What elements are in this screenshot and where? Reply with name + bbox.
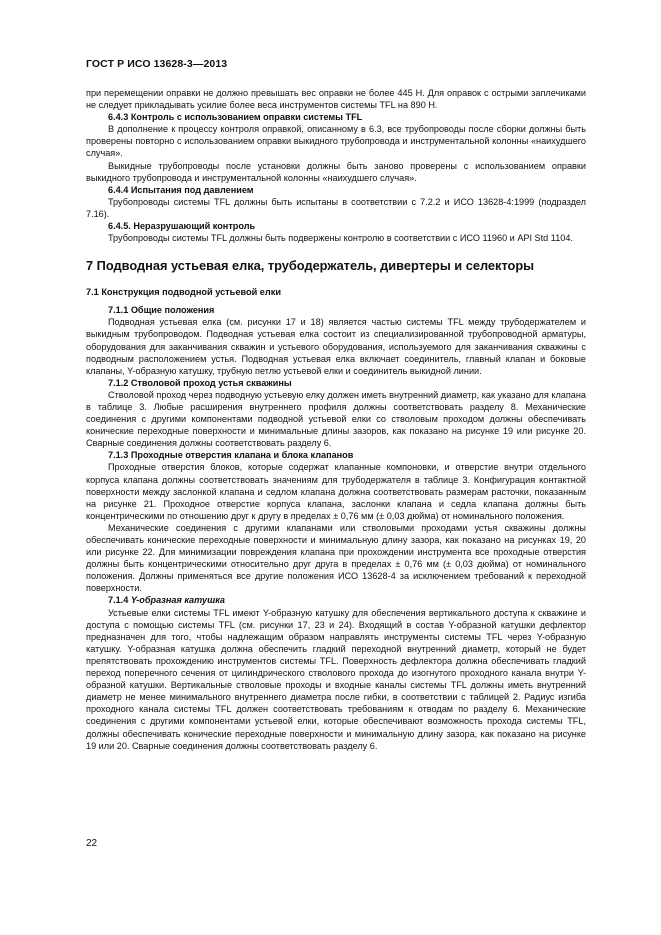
heading-6-4-5: 6.4.5. Неразрушающий контроль xyxy=(108,221,256,232)
page-number: 22 xyxy=(86,838,98,849)
document-page xyxy=(86,58,586,752)
paragraph-7-1-4: Устьевые елки системы TFL имеют Y-образную катушку для обеспечения вертикального доступа к скважине и доступа с помощью системы TFL (см. рисунки 17, 23 и 24). Входящий в состав Y-образной катушки дефлектор предназначен для того, чтобы надлежащим образом направлять инструменты системы TFL через Y-образную катушку. Y-образная катушка должна обеспечить гладкий переходной внутренний диаметр, который не будет препятствовать прохождению инструментов системы TFL. Поверхность дефлектора должна обеспечивать гладкий переход поперечного сечения от цилиндрического стволового прохода до изогнутого проходного канала внутри Y-образной катушки. Вертикальные стволовые проходы и входные каналы системы TFL должны иметь внутренний диаметр не менее минимального внутреннего диаметра после гибки, в соответствии с таблицей 2. Радиус изгиба проходного канала системы TFL должен соответствовать требованиям к отводам по разделу 6. Механические соединения с другими компонентами устьевой елки, которые обеспечивают возможность прохода системы TFL, должны обеспечивать конические переходные поверхности и минимальную длину зазора, как показано на рисунке 19 или 20. Сварные соединения должны соответствовать разделу 6. xyxy=(86,607,586,751)
paragraph-6-4-4: Трубопроводы системы TFL должны быть испытаны в соответствии с 7.2.2 и ИСО 13628-4:1999 (подраздел 7.16). xyxy=(86,196,586,219)
paragraph-7-1-3-b: Механические соединения с другими клапанами или стволовыми проходами устья скважины должны обеспечивать конические переходные поверхности и минимальную длину зазора, как показано на рисунках 19, 20 или рисунке 22. Для минимизации повреждения клапана при прохождении инструмента все проходные отверстия должны быть концентрическими относительно друг друга в пределах ± 0,76 мм (± 0,03 дюйма) от номинального положения. Должны применяться все другие положения ИСО 13628-4 за исключением требований к переходной поверхности. xyxy=(86,522,586,594)
heading-7-1: 7.1 Конструкция подводной устьевой елки xyxy=(86,287,281,298)
paragraph-6-4-5: Трубопроводы системы TFL должны быть подвержены контролю в соответствии с ИСО 11960 и API Std 1104. xyxy=(108,233,573,244)
heading-7-1-2: 7.1.2 Стволовой проход устья скважины xyxy=(108,377,292,388)
paragraph-7-1-3-a: Проходные отверстия блоков, которые содержат клапанные компоновки, и отверстие внутри отдельного корпуса клапана должны соответствовать значениям для трубодержателя в таблице 3. Конфигурация контактной поверхности между заслонкой клапана и седлом клапана должна соответствовать размерам расточки, показанным на рисунке 21. Проходное отверстие корпуса клапана, заслонки клапана и седла клапана должны быть концентрическими по отношению друг к другу в пределах ± 0,76 мм (± 0,03 дюйма) от номинального положения. xyxy=(86,462,586,521)
paragraph-6-4-3-b: Выкидные трубопроводы после установки должны быть заново проверены с использованием оправки выкидного трубопровода и инструментальной колонны «наихудшего случая». xyxy=(86,160,586,183)
heading-6-4-4: 6.4.4 Испытания под давлением xyxy=(108,184,254,195)
paragraph-7-1-2: Стволовой проход через подводную устьевую елку должен иметь внутренний диаметр, как указано для клапана в таблице 3. Любые расширения внутреннего профиля должны соответствовать разделу 8. Механические соединения с другими компонентами подводной устьевой елки со стволовым проходом должны обеспечивать конические переходные поверхности и минимальные длины зазоров, как показано на рисунке 19 или рисунке 20. Сварные соединения должны соответствовать разделу 6. xyxy=(86,389,586,449)
heading-7-1-3: 7.1.3 Проходные отверстия клапана и блока клапанов xyxy=(108,450,354,461)
paragraph-continued: при перемещении оправки не должно превышать вес оправки не более 445 Н. Для оправок с острыми заплечиками не следует прикладывать усилие более веса инструментов системы TFL на 890 Н. xyxy=(86,88,586,111)
heading-6-4-3: 6.4.3 Контроль с использованием оправки системы TFL xyxy=(108,112,363,123)
paragraph-6-4-3-a: В дополнение к процессу контроля оправкой, описанному в 6.3, все трубопроводы после сборки должны быть проверены повторно с использованием оправки выкидного трубопровода и инструментальной колонны «наихудшего случая». xyxy=(86,124,586,159)
document-header: ГОСТ Р ИСО 13628-3—2013 xyxy=(86,58,228,70)
paragraph-7-1-1: Подводная устьевая елка (см. рисунки 17 и 18) является частью системы TFL между трубодержателем и выкидным трубопроводом. Подводная устьевая елка состоит из специализированной трубопроводной арматуры, оборудования для заканчивания скважин и устьевого оборудования, используемого для заканчивания скважины с подводным расположением устья. Подводная устьевая елка включает соединитель, главный клапан и боковые клапаны, Y-образную катушку, трубную петлю устьевой елки и соединитель выкидной линии. xyxy=(86,317,586,376)
heading-7-1-4 xyxy=(86,594,586,606)
heading-7-1-4-number: 7.1.4 xyxy=(108,595,129,606)
section-7-title: 7 Подводная устьевая елка, трубодержатель, дивертеры и селекторы xyxy=(86,258,535,274)
heading-7-1-4-title: Y-образная катушка xyxy=(130,595,226,606)
heading-7-1-1: 7.1.1 Общие положения xyxy=(108,305,215,316)
